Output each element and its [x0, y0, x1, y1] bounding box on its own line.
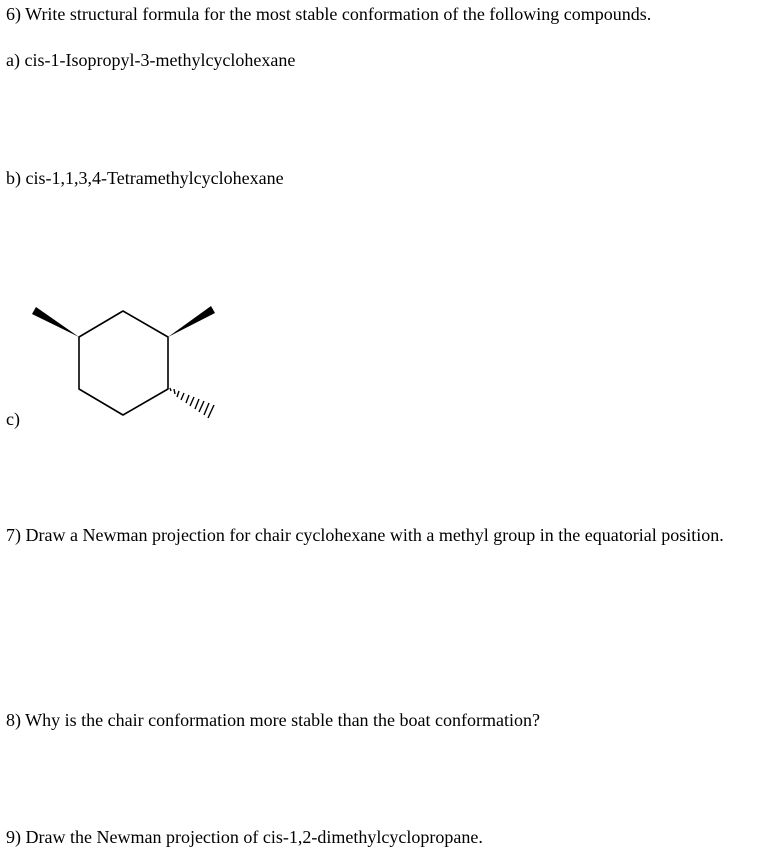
question-6c-label: c): [6, 409, 20, 429]
hashed-bond: [170, 388, 214, 418]
question-9-text: 9) Draw the Newman projection of cis-1,2-dimethylcyclopropane.: [6, 827, 483, 847]
question-6b-text: b) cis-1,1,3,4-Tetramethylcyclohexane: [6, 168, 284, 188]
question-8-text: 8) Why is the chair conformation more stable than the boat conformation?: [6, 710, 540, 730]
wedge-bond-right: [168, 306, 215, 337]
cyclohexane-ring: [79, 311, 168, 415]
question-6a-text: a) cis-1-Isopropyl-3-methylcyclohexane: [6, 50, 296, 70]
question-6-text: 6) Write structural formula for the most stable conformation of the following compounds.: [6, 4, 652, 24]
wedge-bond-left: [32, 307, 79, 337]
question-7-text: 7) Draw a Newman projection for chair cyclohexane with a methyl group in the equatorial position.: [6, 525, 724, 545]
